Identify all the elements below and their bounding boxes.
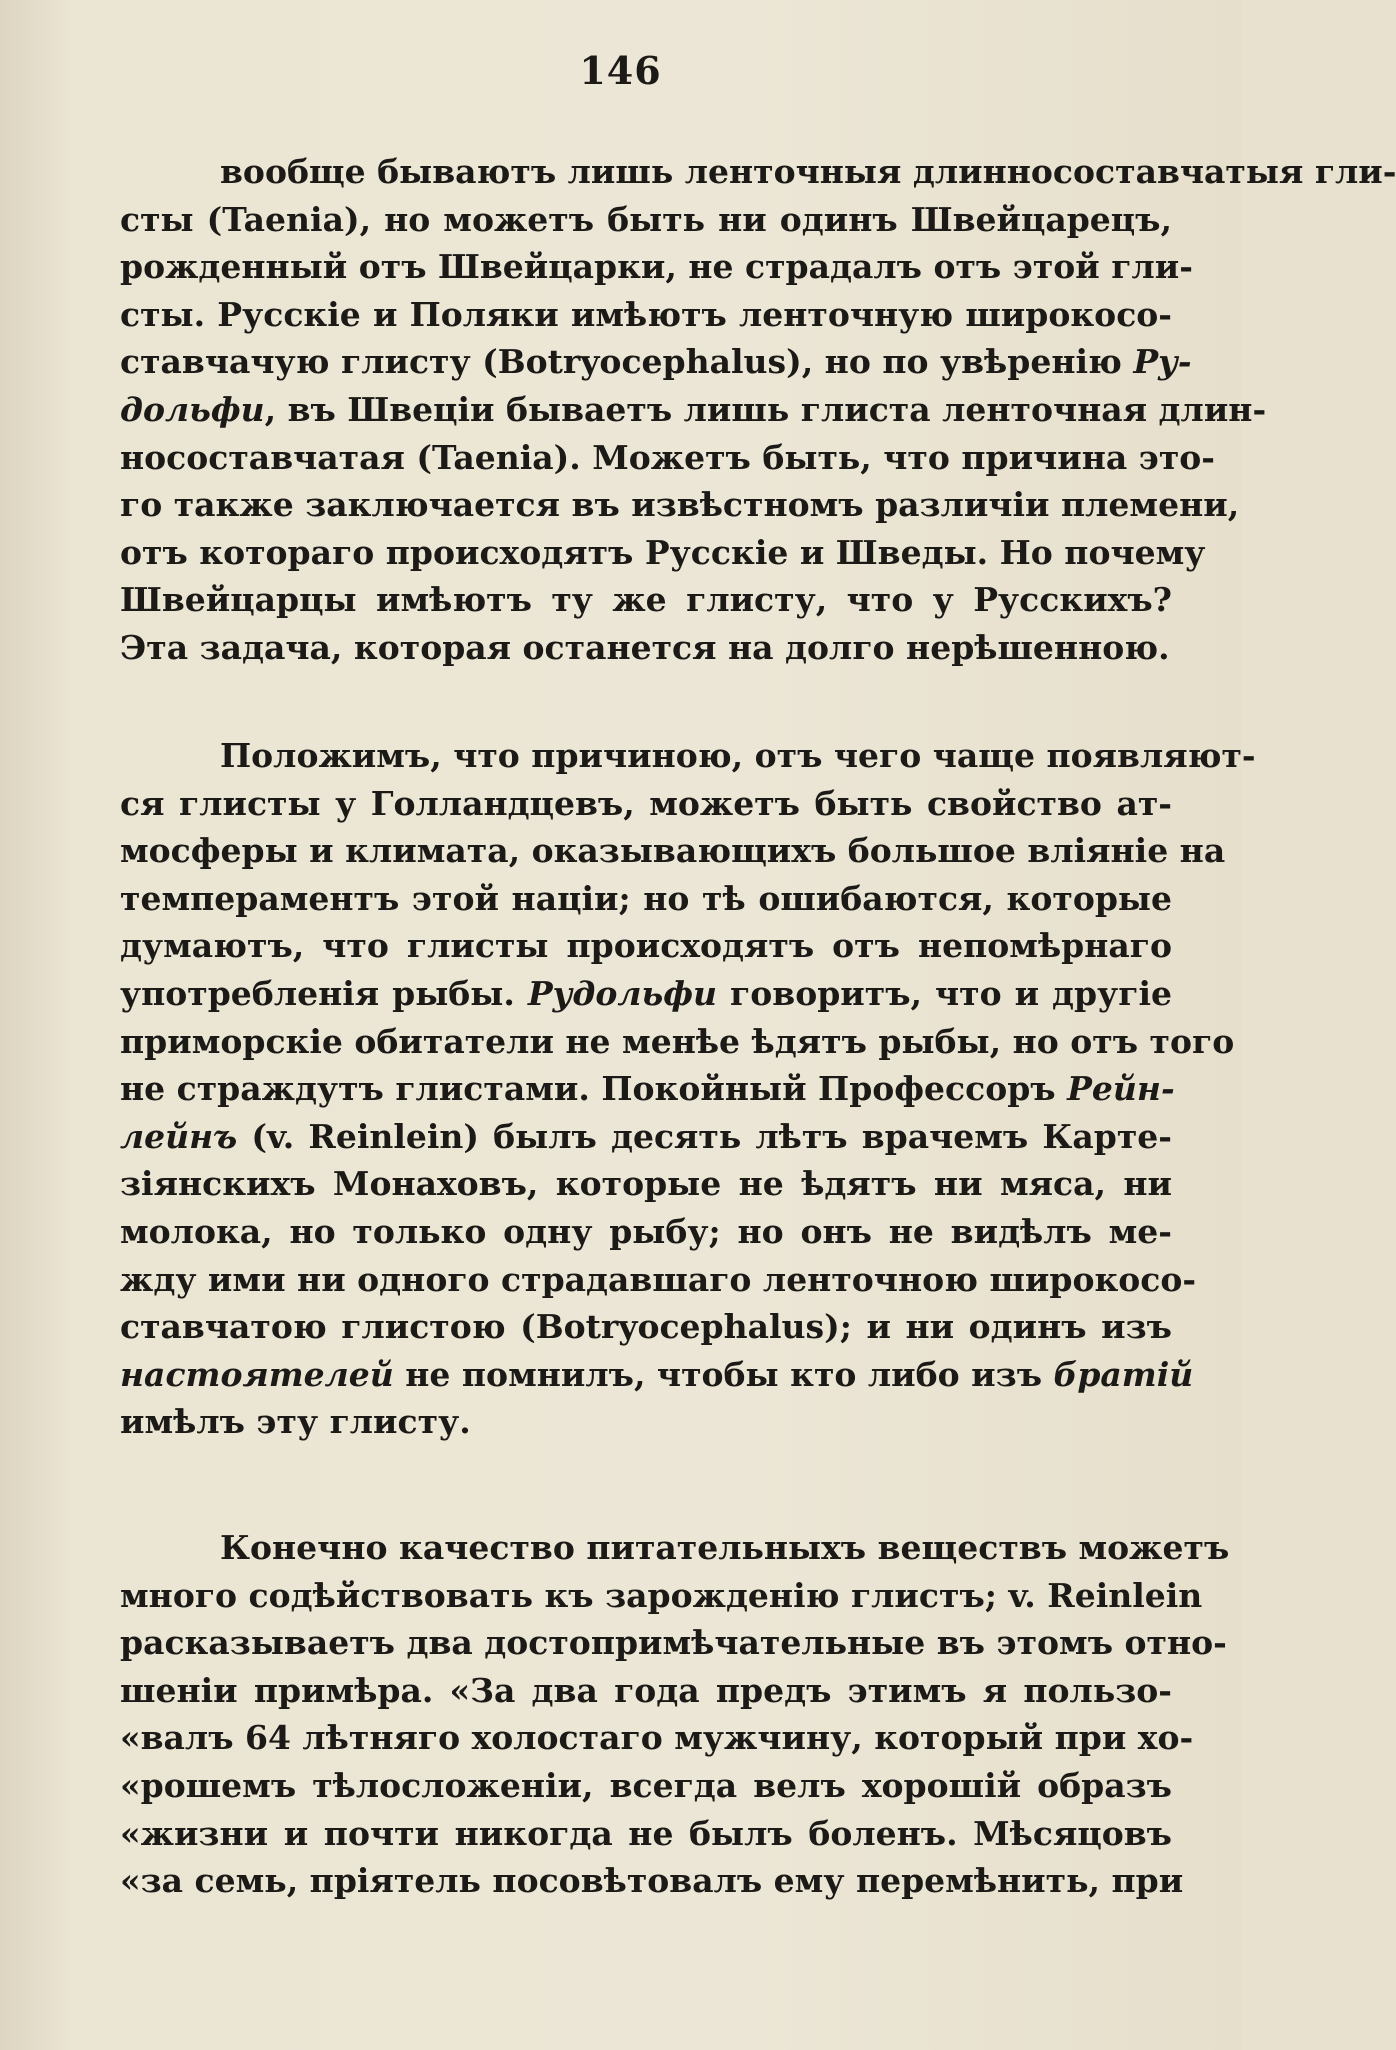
- text-run: не страждутъ глистами. Покойный Профессоръ: [120, 1069, 1068, 1109]
- text-line: [120, 1762, 1172, 1810]
- text-run: рожденный отъ Швейцарки, не страдалъ отъ этой гли-: [120, 247, 1193, 287]
- text-run: темпераментъ этой націи; но тѣ ошибаются, которые: [120, 878, 1172, 918]
- text-run: «валъ 64 лѣтняго холостаго мужчину, который при хо-: [120, 1718, 1194, 1758]
- text-line: [120, 827, 1226, 875]
- text-line: [120, 1256, 1197, 1304]
- page-number: 146: [579, 48, 662, 93]
- text-run: Эта задача, которая останется на долго нерѣшенною.: [120, 627, 1170, 667]
- text-run: сты. Русскіе и Поляки имѣютъ ленточную широкосо-: [120, 294, 1172, 334]
- text-line: [120, 970, 1172, 1018]
- text-line: [120, 1572, 1203, 1620]
- text-line: [120, 1113, 1172, 1161]
- text-line: [120, 1065, 1175, 1113]
- italic-text-run: братій: [1053, 1354, 1194, 1394]
- text-run: употребленія рыбы.: [120, 973, 528, 1013]
- text-run: ставчачую глисту (Botryocephalus), но по увѣренію: [120, 342, 1134, 382]
- text-run: расказываетъ два достопримѣчательные въ этомъ отно-: [120, 1623, 1227, 1663]
- text-run: много содѣйствовать къ зарожденію глистъ; v. Reinlein: [120, 1575, 1203, 1615]
- text-run: вообще бываютъ лишь ленточныя длинносоставчатыя гли-: [220, 152, 1396, 191]
- text-run: думаютъ, что глисты происходятъ отъ непомѣрнаго: [120, 926, 1172, 966]
- text-run: Положимъ, что причиною, отъ чего чаще появляют-: [220, 736, 1256, 775]
- text-line: [120, 338, 1192, 386]
- text-run: Конечно качество питательныхъ веществъ можетъ: [220, 1528, 1230, 1567]
- text-run: мосферы и климата, оказывающихъ большое вліяніе на: [120, 831, 1226, 871]
- text-line: [120, 1351, 1194, 1399]
- text-run: приморскіе обитатели не менѣе ѣдятъ рыбы, но отъ того: [120, 1021, 1235, 1061]
- text-run: носоставчатая (Taenia). Можетъ быть, что причина это-: [120, 437, 1215, 477]
- text-run: зіянскихъ Монаховъ, которые не ѣдятъ ни мяса, ни: [120, 1164, 1172, 1204]
- text-line: [120, 148, 1396, 196]
- text-line: [120, 196, 1172, 244]
- text-run: имѣлъ эту глисту.: [120, 1402, 471, 1442]
- text-line: [120, 732, 1256, 780]
- text-line: [120, 291, 1172, 339]
- text-run: жду ими ни одного страдавшаго ленточною широкосо-: [120, 1259, 1197, 1299]
- text-run: шеніи примѣра. «За два года предъ этимъ я пользо-: [120, 1670, 1172, 1710]
- italic-text-run: лейнъ: [120, 1116, 238, 1156]
- text-run: ся глисты у Голландцевъ, можетъ быть свойство ат-: [120, 783, 1172, 823]
- paragraph-2: [120, 732, 1256, 1446]
- text-line: [120, 243, 1193, 291]
- text-line: [120, 1208, 1172, 1256]
- italic-text-run: настоятелей: [120, 1354, 394, 1394]
- text-run: отъ котораго происходятъ Русскіе и Шведы. Но почему: [120, 532, 1206, 572]
- text-run: сты (Taenia), но можетъ быть ни одинъ Швейцарецъ,: [120, 199, 1172, 239]
- text-line: [120, 1810, 1172, 1858]
- text-line: [120, 576, 1172, 624]
- paragraph-3: [120, 1524, 1230, 1905]
- text-run: «рошемъ тѣлосложеніи, всегда велъ хорошій образъ: [120, 1765, 1172, 1805]
- text-run: говоритъ, что и другіе: [717, 973, 1172, 1013]
- italic-text-run: Рудольфи: [527, 973, 718, 1013]
- text-line: [120, 780, 1172, 828]
- text-line: [120, 624, 1172, 672]
- text-line: [120, 875, 1172, 923]
- italic-text-run: дольфи: [120, 389, 265, 429]
- italic-text-run: Рейн-: [1067, 1069, 1175, 1109]
- text-run: «за семь, пріятель посовѣтовалъ ему перемѣнить, при: [120, 1861, 1184, 1901]
- text-line: [120, 1857, 1184, 1905]
- paragraph-1: [120, 148, 1396, 672]
- text-line: [120, 529, 1206, 577]
- text-line: [120, 1303, 1172, 1351]
- text-run: «жизни и почти никогда не былъ боленъ. Мѣсяцовъ: [120, 1813, 1172, 1853]
- text-line: [120, 1619, 1227, 1667]
- text-line: [120, 481, 1240, 529]
- text-line: [120, 434, 1215, 482]
- text-line: [120, 922, 1172, 970]
- text-line: [120, 386, 1267, 434]
- text-run: Швейцарцы имѣютъ ту же глисту, что у Русскихъ?: [120, 580, 1172, 620]
- text-run: го также заключается въ извѣстномъ различіи племени,: [120, 485, 1240, 525]
- text-run: (v. Reinlein) былъ десять лѣтъ врачемъ Карте-: [237, 1116, 1172, 1156]
- text-run: ставчатою глистою (Botryocephalus); и ни одинъ изъ: [120, 1307, 1172, 1347]
- italic-text-run: Ру-: [1133, 342, 1192, 382]
- text-run: не помнилъ, чтобы кто либо изъ: [393, 1354, 1054, 1394]
- text-run: молока, но только одну рыбу; но онъ не видѣлъ ме-: [120, 1211, 1172, 1251]
- text-line: [120, 1160, 1172, 1208]
- text-line: [120, 1667, 1172, 1715]
- text-line: [120, 1714, 1194, 1762]
- text-line: [120, 1398, 1172, 1446]
- text-line: [120, 1018, 1235, 1066]
- text-run: , въ Швеціи бываетъ лишь глиста ленточная длин-: [264, 389, 1267, 429]
- text-line: [120, 1524, 1230, 1572]
